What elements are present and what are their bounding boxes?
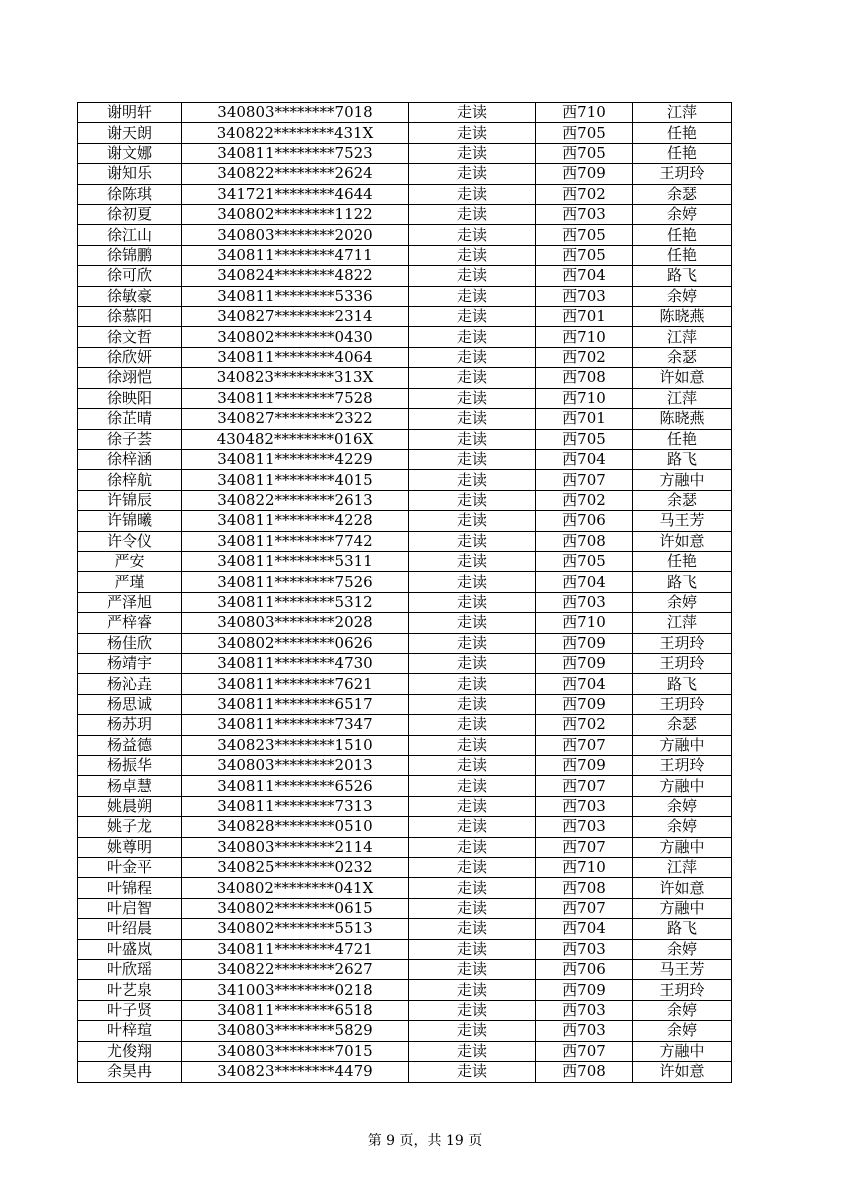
student-name-cell: 严泽旭: [78, 592, 182, 612]
id-number-cell: 430482********016X: [182, 429, 409, 449]
teacher-cell: 任艳: [633, 551, 732, 571]
room-cell: 西703: [536, 1000, 633, 1020]
room-cell: 西707: [536, 1041, 633, 1061]
room-cell: 西705: [536, 225, 633, 245]
student-name-cell: 徐江山: [78, 225, 182, 245]
teacher-cell: 余婷: [633, 286, 732, 306]
boarding-type-cell: 走读: [409, 470, 536, 490]
table-row: [78, 1000, 732, 1020]
teacher-cell: 马王芳: [633, 511, 732, 531]
student-name-cell: 徐锦鹏: [78, 245, 182, 265]
teacher-cell: 陈晓燕: [633, 307, 732, 327]
teacher-cell: 余婷: [633, 205, 732, 225]
student-name-cell: 严梓睿: [78, 613, 182, 633]
student-name-cell: 许锦辰: [78, 490, 182, 510]
boarding-type-cell: 走读: [409, 572, 536, 592]
table-row: [78, 205, 732, 225]
boarding-type-cell: 走读: [409, 143, 536, 163]
teacher-cell: 方融中: [633, 837, 732, 857]
student-name-cell: 叶锦程: [78, 878, 182, 898]
boarding-type-cell: 走读: [409, 633, 536, 653]
student-name-cell: 徐芷晴: [78, 409, 182, 429]
student-name-cell: 徐文哲: [78, 327, 182, 347]
boarding-type-cell: 走读: [409, 1021, 536, 1041]
room-cell: 西703: [536, 1021, 633, 1041]
id-number-cell: 340811********6518: [182, 1000, 409, 1020]
table-row: [78, 327, 732, 347]
table-row: [78, 898, 732, 918]
table-row: [78, 143, 732, 163]
boarding-type-cell: 走读: [409, 776, 536, 796]
boarding-type-cell: 走读: [409, 551, 536, 571]
boarding-type-cell: 走读: [409, 429, 536, 449]
room-cell: 西703: [536, 205, 633, 225]
teacher-cell: 方融中: [633, 1041, 732, 1061]
student-name-cell: 徐初夏: [78, 205, 182, 225]
boarding-type-cell: 走读: [409, 715, 536, 735]
table-row: [78, 388, 732, 408]
student-name-cell: 杨靖宇: [78, 653, 182, 673]
teacher-cell: 余瑟: [633, 715, 732, 735]
table-row: [78, 429, 732, 449]
id-number-cell: 340823********4479: [182, 1062, 409, 1082]
room-cell: 西709: [536, 633, 633, 653]
teacher-cell: 许如意: [633, 1062, 732, 1082]
id-number-cell: 340811********4064: [182, 347, 409, 367]
room-cell: 西709: [536, 756, 633, 776]
id-number-cell: 340803********2114: [182, 837, 409, 857]
room-cell: 西704: [536, 449, 633, 469]
room-cell: 西703: [536, 939, 633, 959]
student-name-cell: 徐梓航: [78, 470, 182, 490]
student-name-cell: 徐陈琪: [78, 184, 182, 204]
boarding-type-cell: 走读: [409, 388, 536, 408]
room-cell: 西708: [536, 1062, 633, 1082]
id-number-cell: 340811********4711: [182, 245, 409, 265]
table-row: [78, 1062, 732, 1082]
table-row: [78, 837, 732, 857]
id-number-cell: 340822********2624: [182, 164, 409, 184]
id-number-cell: 340822********2627: [182, 960, 409, 980]
id-number-cell: 340811********7742: [182, 531, 409, 551]
boarding-type-cell: 走读: [409, 184, 536, 204]
boarding-type-cell: 走读: [409, 164, 536, 184]
id-number-cell: 340811********7528: [182, 388, 409, 408]
table-row: [78, 123, 732, 143]
boarding-type-cell: 走读: [409, 837, 536, 857]
room-cell: 西709: [536, 694, 633, 714]
room-cell: 西707: [536, 735, 633, 755]
room-cell: 西702: [536, 490, 633, 510]
student-name-cell: 姚子龙: [78, 817, 182, 837]
student-name-cell: 谢知乐: [78, 164, 182, 184]
id-number-cell: 340803********5829: [182, 1021, 409, 1041]
student-name-cell: 叶梓瑄: [78, 1021, 182, 1041]
student-name-cell: 叶绍晨: [78, 919, 182, 939]
boarding-type-cell: 走读: [409, 368, 536, 388]
teacher-cell: 方融中: [633, 898, 732, 918]
id-number-cell: 340823********313X: [182, 368, 409, 388]
table-row: [78, 919, 732, 939]
student-name-cell: 徐映阳: [78, 388, 182, 408]
student-name-cell: 许锦曦: [78, 511, 182, 531]
boarding-type-cell: 走读: [409, 756, 536, 776]
boarding-type-cell: 走读: [409, 511, 536, 531]
teacher-cell: 余婷: [633, 1000, 732, 1020]
teacher-cell: 许如意: [633, 531, 732, 551]
teacher-cell: 任艳: [633, 143, 732, 163]
teacher-cell: 王玥玲: [633, 694, 732, 714]
boarding-type-cell: 走读: [409, 266, 536, 286]
table-row: [78, 368, 732, 388]
id-number-cell: 340827********2314: [182, 307, 409, 327]
room-cell: 西710: [536, 327, 633, 347]
teacher-cell: 许如意: [633, 368, 732, 388]
table-row: [78, 449, 732, 469]
id-number-cell: 340811********4730: [182, 653, 409, 673]
room-cell: 西704: [536, 572, 633, 592]
table-row: [78, 103, 732, 123]
student-name-cell: 谢明轩: [78, 103, 182, 123]
teacher-cell: 任艳: [633, 225, 732, 245]
boarding-type-cell: 走读: [409, 1000, 536, 1020]
teacher-cell: 余婷: [633, 592, 732, 612]
boarding-type-cell: 走读: [409, 286, 536, 306]
student-name-cell: 谢天朗: [78, 123, 182, 143]
id-number-cell: 340823********1510: [182, 735, 409, 755]
room-cell: 西707: [536, 898, 633, 918]
room-cell: 西709: [536, 164, 633, 184]
boarding-type-cell: 走读: [409, 531, 536, 551]
table-row: [78, 878, 732, 898]
teacher-cell: 王玥玲: [633, 980, 732, 1000]
boarding-type-cell: 走读: [409, 898, 536, 918]
student-name-cell: 杨沁垚: [78, 674, 182, 694]
boarding-type-cell: 走读: [409, 858, 536, 878]
boarding-type-cell: 走读: [409, 735, 536, 755]
room-cell: 西708: [536, 368, 633, 388]
page-footer: 第 9 页，共 19 页: [367, 1133, 483, 1149]
student-name-cell: 杨苏玥: [78, 715, 182, 735]
student-name-cell: 徐子荟: [78, 429, 182, 449]
student-name-cell: 杨益德: [78, 735, 182, 755]
boarding-type-cell: 走读: [409, 245, 536, 265]
student-name-cell: 叶盛岚: [78, 939, 182, 959]
id-number-cell: 340828********0510: [182, 817, 409, 837]
room-cell: 西707: [536, 837, 633, 857]
teacher-cell: 路飞: [633, 919, 732, 939]
teacher-cell: 余婷: [633, 796, 732, 816]
table-row: [78, 939, 732, 959]
table-row: [78, 715, 732, 735]
table-row: [78, 633, 732, 653]
id-number-cell: 340811********7526: [182, 572, 409, 592]
table-row: [78, 796, 732, 816]
student-name-cell: 姚尊明: [78, 837, 182, 857]
room-cell: 西704: [536, 266, 633, 286]
room-cell: 西705: [536, 245, 633, 265]
room-cell: 西707: [536, 470, 633, 490]
room-cell: 西703: [536, 592, 633, 612]
table-row: [78, 307, 732, 327]
boarding-type-cell: 走读: [409, 613, 536, 633]
room-cell: 西703: [536, 817, 633, 837]
boarding-type-cell: 走读: [409, 123, 536, 143]
room-cell: 西710: [536, 103, 633, 123]
table-row: [78, 470, 732, 490]
id-number-cell: 340811********6517: [182, 694, 409, 714]
boarding-type-cell: 走读: [409, 103, 536, 123]
teacher-cell: 任艳: [633, 245, 732, 265]
boarding-type-cell: 走读: [409, 1041, 536, 1061]
room-cell: 西710: [536, 858, 633, 878]
teacher-cell: 王玥玲: [633, 756, 732, 776]
student-name-cell: 谢文娜: [78, 143, 182, 163]
student-name-cell: 杨思诚: [78, 694, 182, 714]
student-name-cell: 严瑾: [78, 572, 182, 592]
student-name-cell: 徐欣妍: [78, 347, 182, 367]
room-cell: 西706: [536, 511, 633, 531]
student-name-cell: 杨振华: [78, 756, 182, 776]
teacher-cell: 余瑟: [633, 184, 732, 204]
table-row: [78, 551, 732, 571]
teacher-cell: 余婷: [633, 817, 732, 837]
id-number-cell: 340811********7523: [182, 143, 409, 163]
boarding-type-cell: 走读: [409, 327, 536, 347]
teacher-cell: 任艳: [633, 123, 732, 143]
id-number-cell: 340803********2020: [182, 225, 409, 245]
room-cell: 西705: [536, 143, 633, 163]
boarding-type-cell: 走读: [409, 960, 536, 980]
table-row: [78, 653, 732, 673]
boarding-type-cell: 走读: [409, 817, 536, 837]
id-number-cell: 340811********6526: [182, 776, 409, 796]
id-number-cell: 340811********4015: [182, 470, 409, 490]
student-table: [77, 102, 732, 1083]
id-number-cell: 340811********5311: [182, 551, 409, 571]
table-row: [78, 776, 732, 796]
student-name-cell: 严安: [78, 551, 182, 571]
teacher-cell: 余瑟: [633, 347, 732, 367]
student-name-cell: 杨卓慧: [78, 776, 182, 796]
boarding-type-cell: 走读: [409, 980, 536, 1000]
table-row: [78, 286, 732, 306]
id-number-cell: 340802********1122: [182, 205, 409, 225]
table-row: [78, 225, 732, 245]
teacher-cell: 许如意: [633, 878, 732, 898]
room-cell: 西702: [536, 347, 633, 367]
boarding-type-cell: 走读: [409, 225, 536, 245]
id-number-cell: 340802********0615: [182, 898, 409, 918]
table-row: [78, 674, 732, 694]
id-number-cell: 340811********4228: [182, 511, 409, 531]
boarding-type-cell: 走读: [409, 694, 536, 714]
table-row: [78, 409, 732, 429]
table-row: [78, 735, 732, 755]
room-cell: 西709: [536, 980, 633, 1000]
student-name-cell: 叶艺泉: [78, 980, 182, 1000]
room-cell: 西710: [536, 613, 633, 633]
id-number-cell: 340811********4721: [182, 939, 409, 959]
teacher-cell: 江萍: [633, 613, 732, 633]
room-cell: 西705: [536, 551, 633, 571]
teacher-cell: 江萍: [633, 103, 732, 123]
boarding-type-cell: 走读: [409, 796, 536, 816]
id-number-cell: 340811********5312: [182, 592, 409, 612]
teacher-cell: 任艳: [633, 429, 732, 449]
boarding-type-cell: 走读: [409, 449, 536, 469]
table-row: [78, 164, 732, 184]
id-number-cell: 340811********7313: [182, 796, 409, 816]
room-cell: 西709: [536, 653, 633, 673]
room-cell: 西708: [536, 531, 633, 551]
id-number-cell: 340803********7015: [182, 1041, 409, 1061]
table-row: [78, 490, 732, 510]
id-number-cell: 340802********0626: [182, 633, 409, 653]
id-number-cell: 340802********0430: [182, 327, 409, 347]
table-row: [78, 266, 732, 286]
room-cell: 西704: [536, 674, 633, 694]
room-cell: 西704: [536, 919, 633, 939]
id-number-cell: 341003********0218: [182, 980, 409, 1000]
teacher-cell: 路飞: [633, 266, 732, 286]
table-row: [78, 694, 732, 714]
teacher-cell: 方融中: [633, 470, 732, 490]
id-number-cell: 340825********0232: [182, 858, 409, 878]
student-table-body: [78, 103, 732, 1083]
student-name-cell: 许令仪: [78, 531, 182, 551]
id-number-cell: 340824********4822: [182, 266, 409, 286]
boarding-type-cell: 走读: [409, 653, 536, 673]
table-row: [78, 1041, 732, 1061]
student-name-cell: 余昊冉: [78, 1062, 182, 1082]
boarding-type-cell: 走读: [409, 592, 536, 612]
room-cell: 西701: [536, 409, 633, 429]
teacher-cell: 王玥玲: [633, 164, 732, 184]
boarding-type-cell: 走读: [409, 307, 536, 327]
teacher-cell: 路飞: [633, 449, 732, 469]
id-number-cell: 340803********7018: [182, 103, 409, 123]
boarding-type-cell: 走读: [409, 878, 536, 898]
teacher-cell: 余婷: [633, 1021, 732, 1041]
teacher-cell: 方融中: [633, 776, 732, 796]
teacher-cell: 陈晓燕: [633, 409, 732, 429]
boarding-type-cell: 走读: [409, 409, 536, 429]
room-cell: 西705: [536, 123, 633, 143]
teacher-cell: 余婷: [633, 939, 732, 959]
room-cell: 西703: [536, 286, 633, 306]
table-row: [78, 980, 732, 1000]
room-cell: 西707: [536, 776, 633, 796]
student-name-cell: 徐敏豪: [78, 286, 182, 306]
boarding-type-cell: 走读: [409, 205, 536, 225]
teacher-cell: 余瑟: [633, 490, 732, 510]
id-number-cell: 340811********7347: [182, 715, 409, 735]
table-row: [78, 511, 732, 531]
teacher-cell: 江萍: [633, 388, 732, 408]
table-row: [78, 572, 732, 592]
teacher-cell: 路飞: [633, 572, 732, 592]
room-cell: 西705: [536, 429, 633, 449]
id-number-cell: 340811********7621: [182, 674, 409, 694]
table-row: [78, 1021, 732, 1041]
student-name-cell: 徐慕阳: [78, 307, 182, 327]
room-cell: 西702: [536, 184, 633, 204]
id-number-cell: 340827********2322: [182, 409, 409, 429]
student-name-cell: 叶欣瑶: [78, 960, 182, 980]
room-cell: 西710: [536, 388, 633, 408]
student-name-cell: 姚晨朔: [78, 796, 182, 816]
id-number-cell: 340803********2013: [182, 756, 409, 776]
table-row: [78, 347, 732, 367]
student-name-cell: 尤俊翔: [78, 1041, 182, 1061]
table-row: [78, 960, 732, 980]
teacher-cell: 路飞: [633, 674, 732, 694]
teacher-cell: 方融中: [633, 735, 732, 755]
table-row: [78, 184, 732, 204]
student-name-cell: 徐梓涵: [78, 449, 182, 469]
room-cell: 西708: [536, 878, 633, 898]
id-number-cell: 340802********5513: [182, 919, 409, 939]
teacher-cell: 王玥玲: [633, 633, 732, 653]
teacher-cell: 马王芳: [633, 960, 732, 980]
id-number-cell: 341721********4644: [182, 184, 409, 204]
room-cell: 西701: [536, 307, 633, 327]
id-number-cell: 340822********2613: [182, 490, 409, 510]
room-cell: 西706: [536, 960, 633, 980]
student-name-cell: 叶子贤: [78, 1000, 182, 1020]
table-row: [78, 756, 732, 776]
id-number-cell: 340811********5336: [182, 286, 409, 306]
student-name-cell: 杨佳欣: [78, 633, 182, 653]
student-name-cell: 徐翊恺: [78, 368, 182, 388]
table-row: [78, 858, 732, 878]
id-number-cell: 340802********041X: [182, 878, 409, 898]
room-cell: 西702: [536, 715, 633, 735]
student-name-cell: 徐可欣: [78, 266, 182, 286]
boarding-type-cell: 走读: [409, 347, 536, 367]
table-row: [78, 817, 732, 837]
teacher-cell: 江萍: [633, 858, 732, 878]
id-number-cell: 340811********4229: [182, 449, 409, 469]
table-row: [78, 245, 732, 265]
boarding-type-cell: 走读: [409, 490, 536, 510]
teacher-cell: 江萍: [633, 327, 732, 347]
id-number-cell: 340803********2028: [182, 613, 409, 633]
table-row: [78, 613, 732, 633]
student-name-cell: 叶启智: [78, 898, 182, 918]
table-row: [78, 592, 732, 612]
boarding-type-cell: 走读: [409, 674, 536, 694]
boarding-type-cell: 走读: [409, 939, 536, 959]
teacher-cell: 王玥玲: [633, 653, 732, 673]
boarding-type-cell: 走读: [409, 919, 536, 939]
id-number-cell: 340822********431X: [182, 123, 409, 143]
boarding-type-cell: 走读: [409, 1062, 536, 1082]
room-cell: 西703: [536, 796, 633, 816]
table-row: [78, 531, 732, 551]
student-name-cell: 叶金平: [78, 858, 182, 878]
